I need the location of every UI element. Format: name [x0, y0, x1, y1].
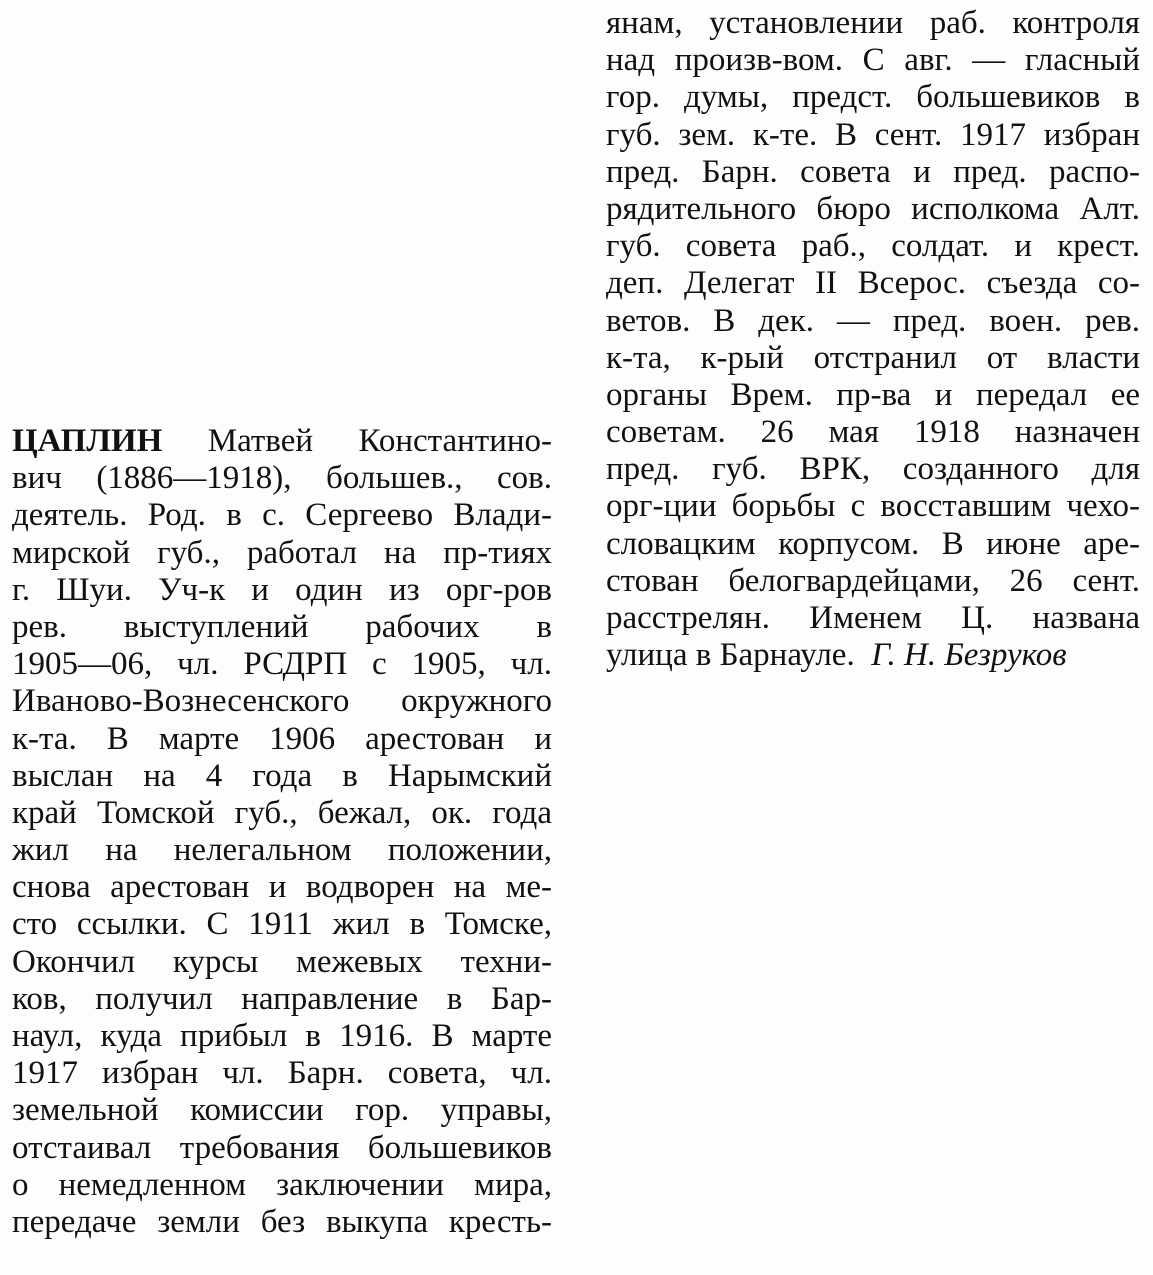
- text-line: 1905—06, чл. РСДРП с 1905, чл.: [12, 646, 552, 683]
- text-line: органы Врем. пр-ва и передал ее: [606, 376, 1140, 413]
- text-line: стован белогвардейцами, 26 сент.: [606, 562, 1140, 599]
- text-line: словацким корпусом. В июне аре-: [606, 525, 1140, 562]
- article-headword: ЦАПЛИН: [12, 423, 163, 459]
- text-line: снова арестован и водворен на ме-: [12, 869, 552, 906]
- text-line: передаче земли без выкупа кресть-: [12, 1203, 552, 1240]
- text-line: деятель. Род. в с. Сергеево Влади-: [12, 497, 552, 534]
- text-line: г. Шуи. Уч-к и один из орг-ров: [12, 571, 552, 608]
- text-line: край Томской губ., бежал, ок. года: [12, 794, 552, 831]
- text-line: сто ссылки. С 1911 жил в Томске,: [12, 906, 552, 943]
- text-line: гор. думы, предст. большевиков в: [606, 79, 1140, 116]
- text-line: орг-ции борьбы с восставшим чехо-: [606, 488, 1140, 525]
- text-line: выслан на 4 года в Нарымский: [12, 757, 552, 794]
- text-line: Окончил курсы межевых техни-: [12, 943, 552, 980]
- text-line-content: улица в Барнауле.: [606, 637, 855, 674]
- text-line: рядительного бюро исполкома Алт.: [606, 190, 1140, 227]
- text-line: отстаивал требования большевиков: [12, 1129, 552, 1166]
- text-line: Иваново-Вознесенского окружного: [12, 683, 552, 720]
- text-line: наул, куда прибыл в 1916. В марте: [12, 1018, 552, 1054]
- text-line: к-та. В марте 1906 арестован и: [12, 720, 552, 757]
- text-line: деп. Делегат II Всерос. съезда со-: [606, 265, 1140, 302]
- text-line: 1917 избран чл. Барн. совета, чл.: [12, 1055, 552, 1092]
- text-line: янам, установлении раб. контроля: [606, 5, 1140, 41]
- text-line: пред. губ. ВРК, созданного для: [606, 451, 1140, 488]
- text-line: ветов. В дек. — пред. воен. рев.: [606, 302, 1140, 339]
- right-column: [606, 5, 1140, 674]
- text-line: рев. выступлений рабочих в: [12, 608, 552, 645]
- text-line: к-та, к-рый отстранил от власти: [606, 339, 1140, 376]
- text-line: [12, 423, 552, 460]
- text-line: расстрелян. Именем Ц. названа: [606, 600, 1140, 636]
- text-line-final: [606, 637, 1140, 674]
- text-line: земельной комиссии гор. управы,: [12, 1092, 552, 1129]
- text-line: пред. Барн. совета и пред. распо-: [606, 153, 1140, 190]
- text-line: губ. совета раб., солдат. и крест.: [606, 228, 1140, 265]
- text-line: ков, получил направление в Бар-: [12, 980, 552, 1017]
- text-line: о немедленном заключении мира,: [12, 1166, 552, 1203]
- text-line: над произв-вом. С авг. — гласный: [606, 42, 1140, 79]
- text-line: мирской губ., работал на пр-тиях: [12, 534, 552, 571]
- left-column: [12, 423, 552, 1241]
- article-author: Г. Н. Безруков: [871, 637, 1067, 674]
- text-line: вич (1886—1918), большев., сов.: [12, 460, 552, 497]
- text-line-content: Матвей Константино-: [207, 423, 552, 459]
- text-line: губ. зем. к-те. В сент. 1917 избран: [606, 116, 1140, 153]
- text-line: жил на нелегальном положении,: [12, 832, 552, 869]
- text-line: советам. 26 мая 1918 назначен: [606, 414, 1140, 451]
